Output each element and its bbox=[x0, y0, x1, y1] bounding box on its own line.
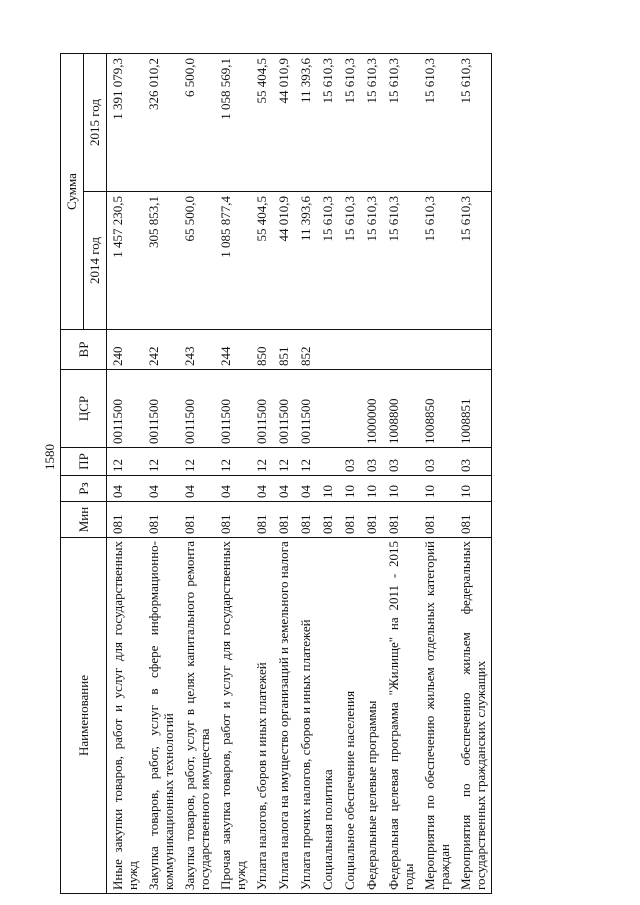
row-name-cell: Уплата прочих налогов, сборов и иных платежей bbox=[295, 538, 317, 894]
row-name-cell: Прочая закупка товаров, работ и услуг для государственных нужд bbox=[215, 538, 251, 894]
row-vr-cell bbox=[317, 330, 339, 370]
row-vr-cell: 244 bbox=[215, 330, 251, 370]
table-row bbox=[251, 54, 273, 894]
row-min-cell: 081 bbox=[419, 502, 455, 538]
row-rz-cell: 10 bbox=[339, 476, 361, 502]
row-min-cell: 081 bbox=[361, 502, 383, 538]
table-row bbox=[339, 54, 361, 894]
table-row bbox=[455, 54, 492, 894]
row-2015-cell: 15 610,3 bbox=[419, 54, 455, 192]
row-2015-cell: 55 404,5 bbox=[251, 54, 273, 192]
table-row bbox=[107, 54, 144, 894]
row-csr-cell: 0011500 bbox=[107, 370, 144, 448]
row-rz-cell: 04 bbox=[295, 476, 317, 502]
table-row bbox=[419, 54, 455, 894]
table-row bbox=[273, 54, 295, 894]
row-rz-cell: 04 bbox=[143, 476, 179, 502]
row-csr-cell: 0011500 bbox=[179, 370, 215, 448]
rotated-page bbox=[60, 54, 580, 894]
row-csr-cell: 1000000 bbox=[361, 370, 383, 448]
row-pr-cell: 12 bbox=[295, 448, 317, 476]
row-vr-cell: 242 bbox=[143, 330, 179, 370]
row-2014-cell: 15 610,3 bbox=[383, 192, 419, 330]
row-min-cell: 081 bbox=[273, 502, 295, 538]
row-rz-cell: 10 bbox=[455, 476, 492, 502]
row-2015-cell: 15 610,3 bbox=[455, 54, 492, 192]
row-2015-cell: 44 010,9 bbox=[273, 54, 295, 192]
row-min-cell: 081 bbox=[317, 502, 339, 538]
row-name-cell: Социальная политика bbox=[317, 538, 339, 894]
row-min-cell: 081 bbox=[251, 502, 273, 538]
table-row bbox=[143, 54, 179, 894]
row-vr-cell: 852 bbox=[295, 330, 317, 370]
row-rz-cell: 04 bbox=[273, 476, 295, 502]
row-pr-cell: 03 bbox=[339, 448, 361, 476]
header-vr: ВР bbox=[61, 330, 107, 370]
row-2015-cell: 1 058 569,1 bbox=[215, 54, 251, 192]
row-csr-cell: 0011500 bbox=[295, 370, 317, 448]
row-pr-cell: 12 bbox=[179, 448, 215, 476]
row-2014-cell: 15 610,3 bbox=[339, 192, 361, 330]
row-min-cell: 081 bbox=[455, 502, 492, 538]
row-2014-cell: 1 085 877,4 bbox=[215, 192, 251, 330]
row-name-cell: Иные закупки товаров, работ и услуг для государственных нужд bbox=[107, 538, 144, 894]
row-name-cell: Мероприятия по обеспечению жильем федеральных государственных гражданских служащих bbox=[455, 538, 492, 894]
row-2014-cell: 65 500,0 bbox=[179, 192, 215, 330]
table-header bbox=[61, 54, 107, 894]
row-2014-cell: 44 010,9 bbox=[273, 192, 295, 330]
table-row bbox=[383, 54, 419, 894]
row-pr-cell bbox=[317, 448, 339, 476]
row-name-cell: Федеральные целевые программы bbox=[361, 538, 383, 894]
table-row bbox=[215, 54, 251, 894]
row-rz-cell: 10 bbox=[317, 476, 339, 502]
row-csr-cell: 1008850 bbox=[419, 370, 455, 448]
row-2015-cell: 1 391 079,3 bbox=[107, 54, 144, 192]
row-csr-cell: 0011500 bbox=[215, 370, 251, 448]
row-2015-cell: 15 610,3 bbox=[383, 54, 419, 192]
row-vr-cell bbox=[339, 330, 361, 370]
row-csr-cell: 0011500 bbox=[273, 370, 295, 448]
row-name-cell: Уплата налога на имущество организаций и земельного налога bbox=[273, 538, 295, 894]
row-rz-cell: 04 bbox=[179, 476, 215, 502]
row-vr-cell: 243 bbox=[179, 330, 215, 370]
row-csr-cell: 0011500 bbox=[143, 370, 179, 448]
row-min-cell: 081 bbox=[339, 502, 361, 538]
row-vr-cell: 850 bbox=[251, 330, 273, 370]
row-min-cell: 081 bbox=[295, 502, 317, 538]
table-row bbox=[179, 54, 215, 894]
row-rz-cell: 10 bbox=[383, 476, 419, 502]
row-vr-cell bbox=[419, 330, 455, 370]
header-csr: ЦСР bbox=[61, 370, 107, 448]
table-row bbox=[295, 54, 317, 894]
row-min-cell: 081 bbox=[179, 502, 215, 538]
row-pr-cell: 03 bbox=[383, 448, 419, 476]
row-2015-cell: 11 393,6 bbox=[295, 54, 317, 192]
header-name: Наименование bbox=[61, 538, 107, 894]
header-min: Мин bbox=[61, 502, 107, 538]
row-2014-cell: 15 610,3 bbox=[361, 192, 383, 330]
header-2015: 2015 год bbox=[84, 54, 107, 192]
row-name-cell: Закупка товаров, работ, услуг в сфере информационно-коммуникационных технологий bbox=[143, 538, 179, 894]
header-pr: ПР bbox=[61, 448, 107, 476]
row-2015-cell: 15 610,3 bbox=[361, 54, 383, 192]
row-pr-cell: 12 bbox=[251, 448, 273, 476]
row-2015-cell: 15 610,3 bbox=[317, 54, 339, 192]
row-2014-cell: 15 610,3 bbox=[455, 192, 492, 330]
row-vr-cell bbox=[455, 330, 492, 370]
header-rz: Рз bbox=[61, 476, 107, 502]
row-name-cell: Закупка товаров, работ, услуг в целях капитального ремонта государственного имущества bbox=[179, 538, 215, 894]
row-csr-cell: 1008851 bbox=[455, 370, 492, 448]
row-pr-cell: 12 bbox=[107, 448, 144, 476]
row-2014-cell: 55 404,5 bbox=[251, 192, 273, 330]
row-pr-cell: 12 bbox=[215, 448, 251, 476]
row-2014-cell: 11 393,6 bbox=[295, 192, 317, 330]
table-row bbox=[361, 54, 383, 894]
row-csr-cell: 1008800 bbox=[383, 370, 419, 448]
row-rz-cell: 04 bbox=[215, 476, 251, 502]
row-vr-cell: 851 bbox=[273, 330, 295, 370]
header-sum: Сумма bbox=[61, 54, 84, 330]
row-csr-cell: 0011500 bbox=[251, 370, 273, 448]
row-2014-cell: 1 457 230,5 bbox=[107, 192, 144, 330]
row-name-cell: Уплата налогов, сборов и иных платежей bbox=[251, 538, 273, 894]
row-pr-cell: 03 bbox=[361, 448, 383, 476]
row-name-cell: Социальное обеспечение населения bbox=[339, 538, 361, 894]
row-min-cell: 081 bbox=[215, 502, 251, 538]
row-rz-cell: 04 bbox=[107, 476, 144, 502]
row-2014-cell: 305 853,1 bbox=[143, 192, 179, 330]
row-pr-cell: 12 bbox=[143, 448, 179, 476]
row-pr-cell: 12 bbox=[273, 448, 295, 476]
row-name-cell: Мероприятия по обеспечению жильем отдельных категорий граждан bbox=[419, 538, 455, 894]
row-vr-cell bbox=[361, 330, 383, 370]
row-min-cell: 081 bbox=[107, 502, 144, 538]
row-pr-cell: 03 bbox=[455, 448, 492, 476]
table-body bbox=[107, 54, 492, 894]
row-2015-cell: 15 610,3 bbox=[339, 54, 361, 192]
header-2014: 2014 год bbox=[84, 192, 107, 330]
row-rz-cell: 04 bbox=[251, 476, 273, 502]
row-vr-cell: 240 bbox=[107, 330, 144, 370]
row-min-cell: 081 bbox=[383, 502, 419, 538]
row-rz-cell: 10 bbox=[361, 476, 383, 502]
row-name-cell: Федеральная целевая программа "Жилище" на 2011 - 2015 годы bbox=[383, 538, 419, 894]
row-2015-cell: 326 010,2 bbox=[143, 54, 179, 192]
row-2015-cell: 6 500,0 bbox=[179, 54, 215, 192]
row-csr-cell bbox=[317, 370, 339, 448]
row-rz-cell: 10 bbox=[419, 476, 455, 502]
page-number: 1580 bbox=[42, 444, 57, 470]
row-2014-cell: 15 610,3 bbox=[419, 192, 455, 330]
row-min-cell: 081 bbox=[143, 502, 179, 538]
row-2014-cell: 15 610,3 bbox=[317, 192, 339, 330]
row-pr-cell: 03 bbox=[419, 448, 455, 476]
budget-table bbox=[60, 53, 492, 894]
table-row bbox=[317, 54, 339, 894]
row-csr-cell bbox=[339, 370, 361, 448]
row-vr-cell bbox=[383, 330, 419, 370]
